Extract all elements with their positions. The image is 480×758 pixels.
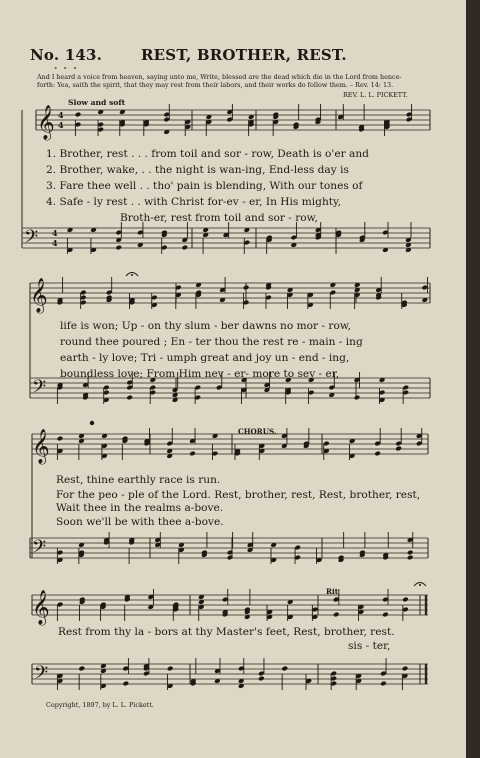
verse-3-line-s2: earth - ly love; Tri - umph great and joy un - end - ing,: [60, 352, 350, 364]
hymn-title: REST, BROTHER, REST.: [141, 46, 347, 64]
verse-4-line-s1: 4. Safe - ly rest . . with Christ for-ev - er, In His mighty,: [46, 196, 341, 208]
svg-text:𝄢: 𝄢: [34, 663, 49, 688]
ornament: ∘ ∘ ∘: [54, 64, 79, 72]
bass-clef-icon: 𝄢: [24, 227, 39, 252]
chorus-line-s4: Rest from thy la - bors at thy Master's feet, Rest, brother, rest.: [58, 626, 395, 638]
staff-s1-treble: [36, 110, 430, 130]
svg-text:𝄢: 𝄢: [32, 537, 47, 562]
svg-text:4: 4: [52, 238, 58, 248]
verse-2-line-s2: round thee poured ; En - ter thou the rest re - main - ing: [60, 336, 363, 348]
chorus-label: CHORUS.: [238, 427, 277, 436]
bass-echo-line: Broth-er, rest from toil and sor - row,: [120, 212, 318, 224]
verse-3-line-s3: Wait thee in the realms a-bove.: [56, 502, 224, 514]
verse-3-line-s1: 3. Fare thee well . . tho' pain is blending, With our tones of: [46, 180, 363, 192]
rit-marking: Rit: [326, 587, 339, 596]
staff-s2-treble: [30, 283, 430, 303]
tempo-marking: Slow and soft: [68, 98, 126, 107]
staff-s3-bass: [30, 538, 428, 558]
page-edge: [466, 0, 480, 758]
copyright-notice: Copyright, 1897, by L. L. Pickett.: [46, 701, 154, 709]
verse-2-line-s1: 2. Brother, wake, . . the night is wan-ing, End-less day is: [46, 164, 349, 176]
verse-1-line-s1: 1. Brother, rest . . . from toil and sor - row, Death is o'er and: [46, 148, 369, 160]
verse-4-line-s3: Soon we'll be with thee a-bove.: [56, 516, 224, 528]
svg-text:4: 4: [58, 120, 64, 130]
scripture-line-2: forth: Yea, saith the spirit, that they may rest from their labors, and their works do follow them. – Rev. 14: 13.: [37, 81, 394, 89]
staff-s4-treble: [32, 595, 428, 615]
scripture-line-1: And I heard a voice from heaven, saying unto me, Write, blessed are the dead which die in the Lord from hence-: [37, 73, 402, 81]
svg-text:𝄞: 𝄞: [32, 429, 50, 464]
staff-s4-bass: [32, 664, 428, 684]
alt-word-sister: sis - ter,: [348, 640, 391, 652]
staff-s1-bass: [22, 228, 430, 248]
author-credit: REV. L. L. PICKETT.: [343, 91, 408, 99]
svg-text:4: 4: [52, 228, 58, 238]
svg-text:𝄞: 𝄞: [32, 590, 50, 625]
verse-1-line-s3: Rest, thine earthly race is run.: [56, 474, 221, 486]
verse-1-line-s2: life is won; Up - on thy slum - ber dawns no mor - row,: [60, 320, 352, 332]
svg-text:𝄢: 𝄢: [32, 377, 47, 402]
staff-s3-treble: [32, 434, 428, 454]
svg-text:𝄞: 𝄞: [30, 278, 48, 313]
chorus-line-s3: For the peo - ple of the Lord. Rest, brother, rest, Rest, brother, rest,: [56, 489, 421, 501]
svg-text:4: 4: [58, 110, 64, 120]
verse-4-line-s2: boundless love; From Him nev - er- more to sev - er,: [60, 368, 340, 380]
hymn-number: No. 143.: [30, 46, 103, 64]
treble-clef-icon: 𝄞: [37, 105, 55, 140]
staff-s2-bass: [30, 378, 430, 398]
